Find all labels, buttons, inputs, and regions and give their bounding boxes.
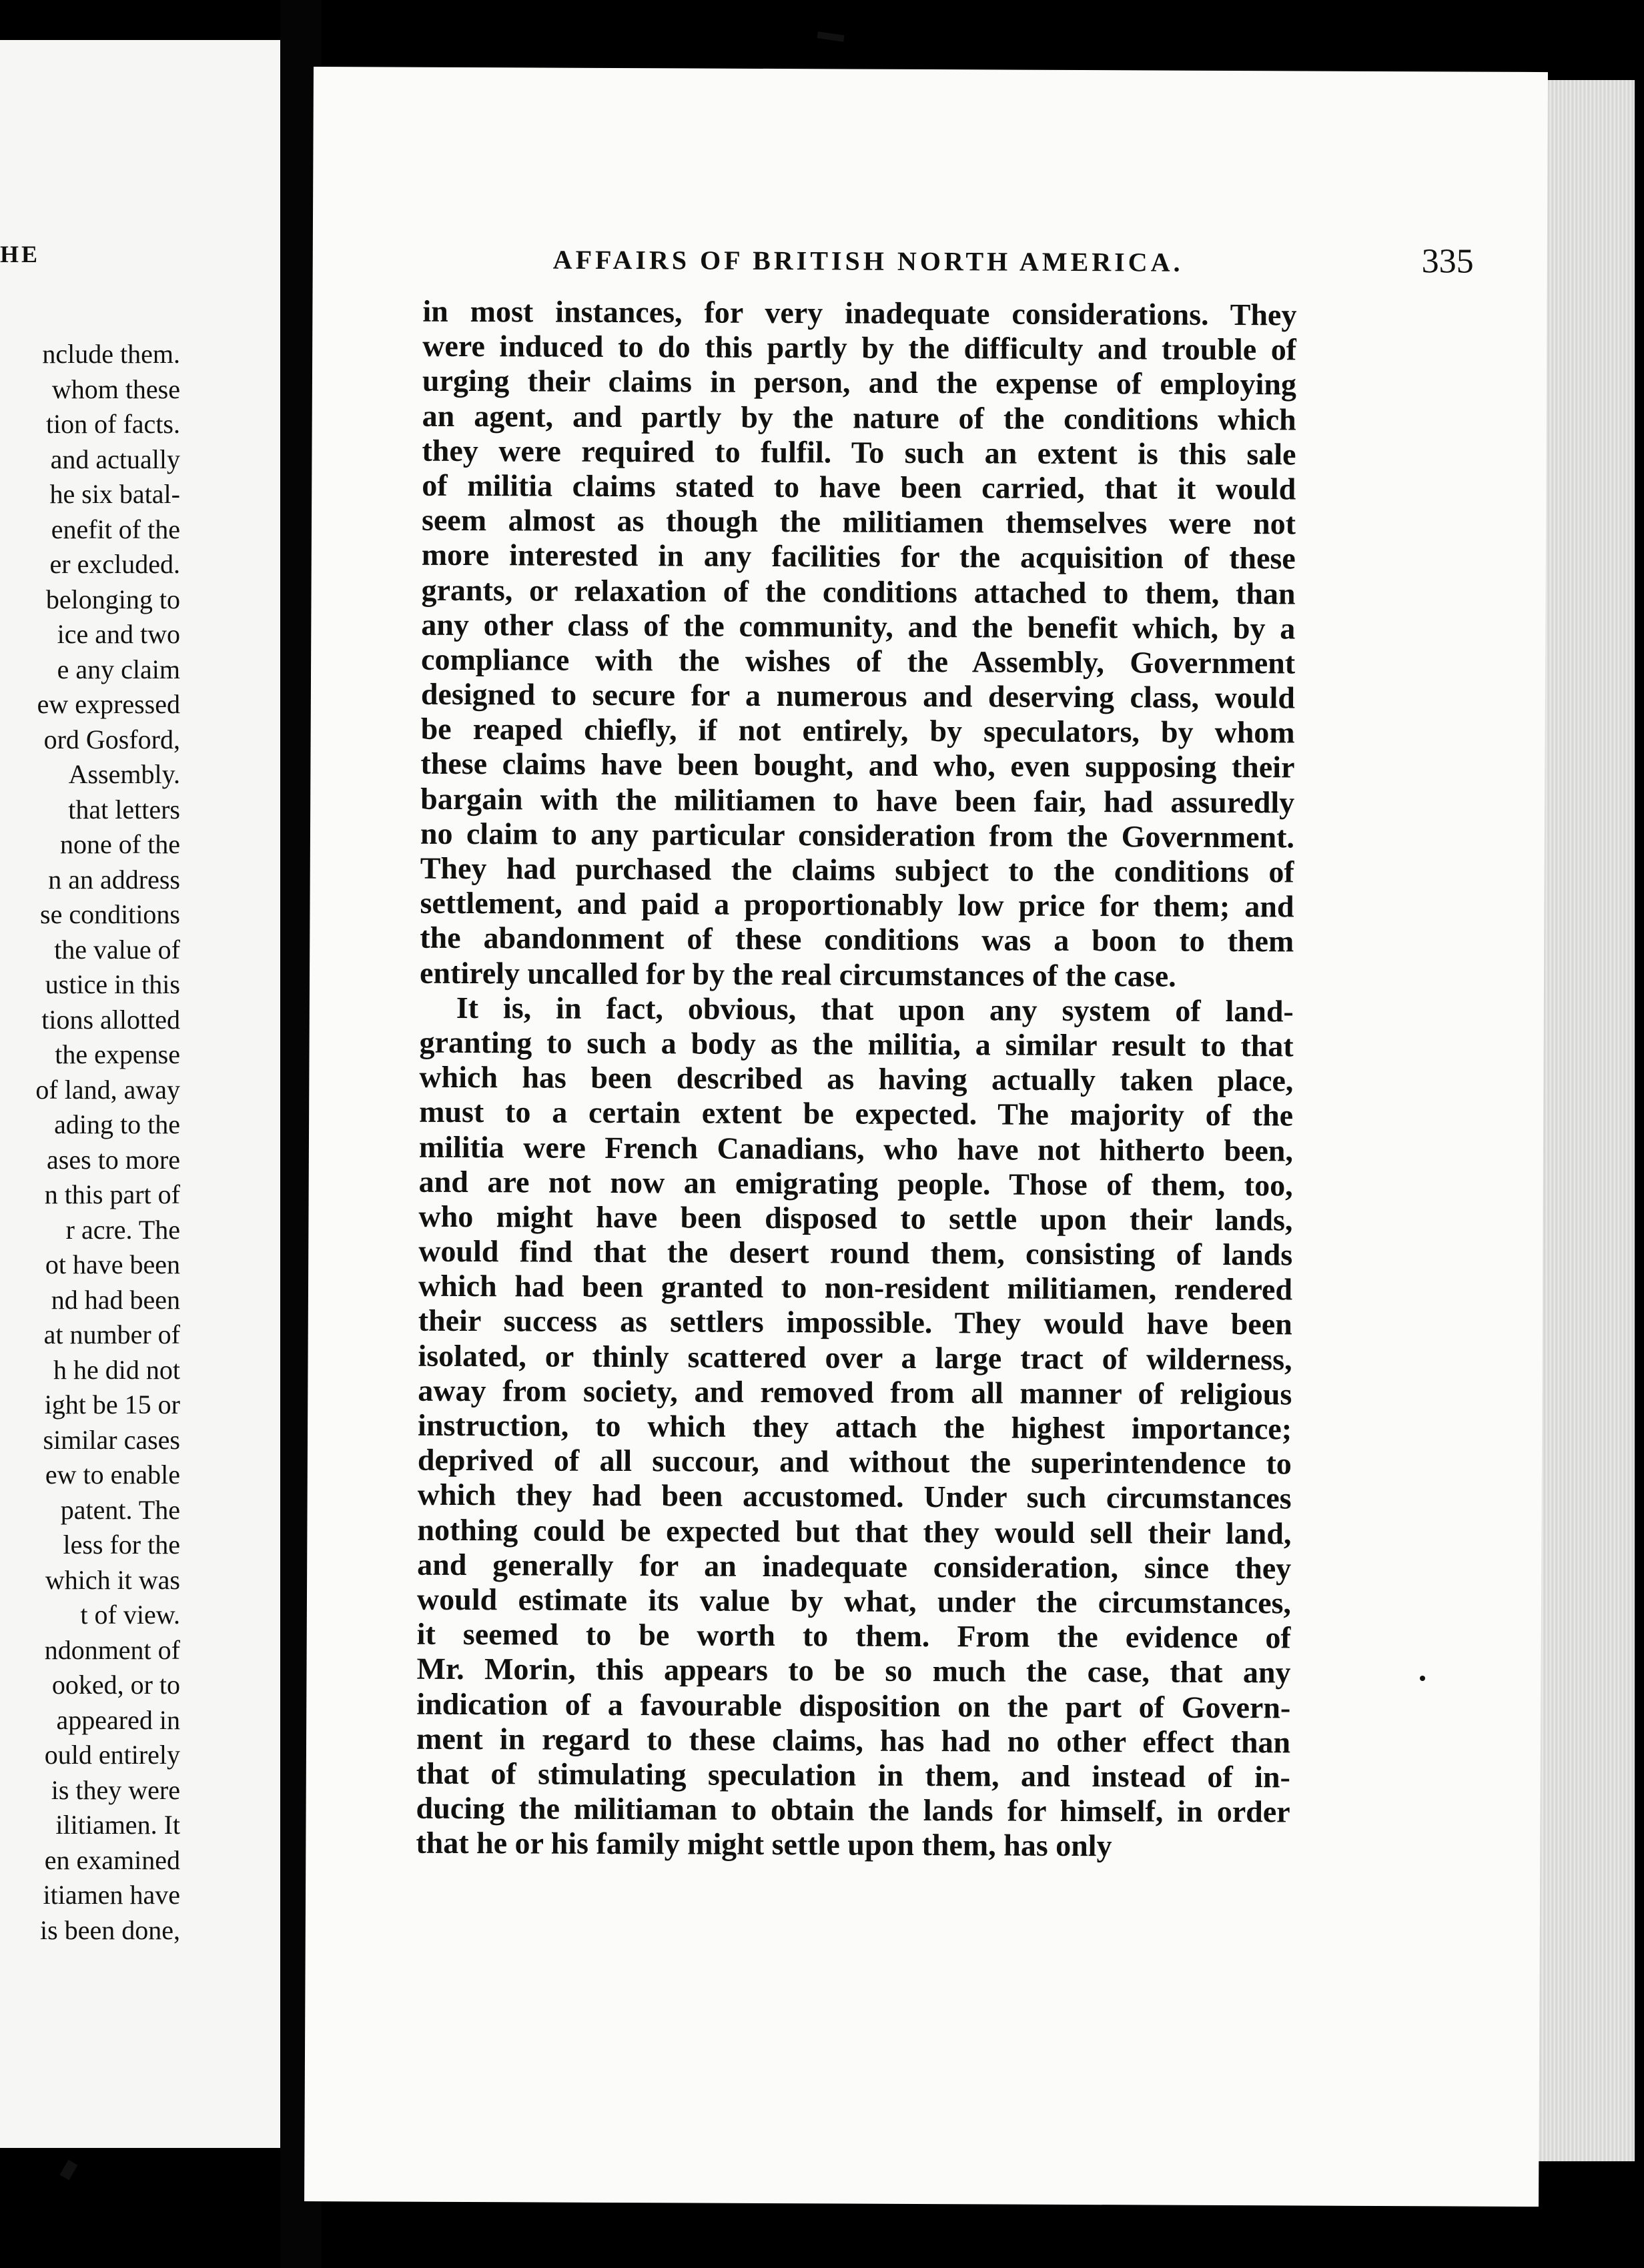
left-page-line: ases to more bbox=[47, 1144, 180, 1175]
text-line: which had been granted to non-resident militiamen, rendered bbox=[418, 1268, 1293, 1307]
scan-speck bbox=[1420, 1676, 1425, 1681]
text-line: compliance with the wishes of the Assembly, Government bbox=[421, 642, 1296, 680]
left-page-line: ot have been bbox=[45, 1249, 180, 1279]
text-line: nothing could be expected but that they would sell their land, bbox=[417, 1512, 1292, 1550]
text-line: grants, or relaxation of the conditions attached to them, than bbox=[421, 572, 1296, 610]
left-page-line: ould entirely bbox=[44, 1740, 180, 1770]
left-page-line: belonging to bbox=[45, 584, 180, 614]
left-page-line: whom these bbox=[51, 374, 180, 404]
left-page-line: he six batal- bbox=[49, 479, 180, 509]
left-page-line: Assembly. bbox=[68, 759, 180, 789]
left-page-line: itiamen have bbox=[43, 1880, 180, 1910]
text-line: would estimate its value by what, under the circumstances, bbox=[416, 1582, 1292, 1620]
left-page-line: enefit of the bbox=[51, 514, 180, 544]
left-page-line: ew expressed bbox=[37, 689, 180, 719]
left-page-line: less for the bbox=[63, 1530, 180, 1560]
previous-page-fragment bbox=[0, 40, 280, 2148]
text-line: of militia claims stated to have been carried, that it would bbox=[422, 468, 1296, 506]
left-page-line: se conditions bbox=[40, 899, 180, 929]
running-title: AFFAIRS OF BRITISH NORTH AMERICA. bbox=[552, 244, 1184, 277]
text-line: militia were French Canadians, who have not hitherto been, bbox=[418, 1129, 1294, 1167]
text-line: in most instances, for very inadequate considerations. They bbox=[422, 294, 1297, 332]
text-line: instruction, to which they attach the highest importance; bbox=[418, 1407, 1292, 1446]
scan-speck bbox=[817, 31, 844, 41]
left-page-line: tion of facts. bbox=[45, 409, 180, 439]
text-line: would find that the desert round them, consisting of lands bbox=[418, 1233, 1293, 1272]
text-line: entirely uncalled for by the real circumstances of the case. bbox=[419, 955, 1176, 993]
left-page-line: h he did not bbox=[53, 1354, 180, 1385]
text-line: an agent, and partly by the nature of the conditions which bbox=[422, 398, 1296, 436]
text-line: that he or his family might settle upon them, has only bbox=[416, 1825, 1112, 1863]
left-page-line: nclude them. bbox=[42, 339, 180, 369]
left-page-line: ew to enable bbox=[45, 1460, 180, 1490]
left-page-line: n an address bbox=[48, 864, 180, 895]
text-line: which they had been accustomed. Under such circumstances bbox=[417, 1478, 1292, 1516]
text-line: must to a certain extent be expected. The majority of the bbox=[419, 1095, 1294, 1133]
text-line: isolated, or thinly scattered over a large tract of wilderness, bbox=[418, 1338, 1292, 1377]
left-page-line: at number of bbox=[43, 1319, 180, 1349]
left-page-line: is they were bbox=[51, 1774, 180, 1805]
left-page-line: similar cases bbox=[43, 1424, 180, 1455]
text-line: designed to secure for a numerous and deserving class, would bbox=[420, 676, 1295, 715]
left-page-line: en examined bbox=[44, 1844, 180, 1875]
left-page-line: ice and two bbox=[57, 619, 180, 649]
left-running-head: HE bbox=[0, 241, 41, 267]
text-line: no claim to any particular consideration from the Government. bbox=[420, 816, 1295, 855]
left-page-line: appeared in bbox=[56, 1704, 180, 1735]
current-page bbox=[304, 67, 1548, 2207]
left-page-text bbox=[0, 337, 180, 1948]
text-line: ment in regard to these claims, has had no other effect than bbox=[416, 1721, 1291, 1760]
left-page-line: ord Gosford, bbox=[43, 724, 180, 754]
text-line: seem almost as though the militiamen themselves were not bbox=[421, 502, 1296, 541]
left-page-line: ustice in this bbox=[45, 969, 180, 999]
text-line: who might have been disposed to settle upon their lands, bbox=[418, 1199, 1293, 1237]
left-page-line: and actually bbox=[50, 444, 180, 474]
left-page-line: n this part of bbox=[44, 1179, 180, 1209]
text-line: deprived of all succour, and without the superintendence to bbox=[417, 1442, 1292, 1481]
page-edges bbox=[1535, 80, 1635, 2161]
left-page-line: nd had been bbox=[51, 1284, 180, 1315]
page-body-text bbox=[416, 294, 1296, 1864]
text-line: It is, in fact, obvious, that upon any system of land- bbox=[456, 990, 1294, 1029]
left-page-line: ndonment of bbox=[44, 1634, 180, 1665]
left-page-line: t of view. bbox=[80, 1600, 180, 1630]
text-line: that of stimulating speculation in them, and instead of in- bbox=[416, 1756, 1290, 1794]
left-page-line: ooked, or to bbox=[51, 1670, 180, 1700]
text-line: their success as settlers impossible. They would have been bbox=[418, 1303, 1292, 1341]
left-page-line: is been done, bbox=[40, 1914, 180, 1945]
left-page-line: which it was bbox=[45, 1564, 180, 1595]
text-line: any other class of the community, and the benefit which, by a bbox=[421, 607, 1296, 646]
text-line: more interested in any facilities for the acquisition of these bbox=[421, 538, 1296, 576]
page-number: 335 bbox=[1421, 242, 1474, 281]
text-line: granting to such a body as the militia, a similar result to that bbox=[419, 1025, 1294, 1063]
left-page-line: the expense bbox=[55, 1039, 180, 1069]
text-line: urging their claims in person, and the expense of employing bbox=[422, 364, 1297, 402]
left-page-line: r acre. The bbox=[65, 1214, 180, 1245]
text-line: these claims have been bought, and who, even supposing their bbox=[420, 746, 1295, 784]
text-line: ducing the militiaman to obtain the lands for himself, in order bbox=[416, 1790, 1290, 1829]
left-page-line: of land, away bbox=[35, 1074, 180, 1105]
text-line: bargain with the militiamen to have been fair, had assuredly bbox=[420, 781, 1295, 820]
text-line: it seemed to be worth to them. From the evidence of bbox=[416, 1616, 1291, 1655]
left-page-line: tions allotted bbox=[41, 1004, 180, 1035]
left-page-line: none of the bbox=[60, 829, 180, 859]
left-page-line: e any claim bbox=[57, 654, 180, 684]
text-line: and are not now an emigrating people. Those of them, too, bbox=[418, 1164, 1293, 1203]
scan-speck bbox=[60, 2160, 78, 2181]
text-line: which has been described as having actually taken place, bbox=[419, 1059, 1294, 1098]
text-line: be reaped chiefly, if not entirely, by speculators, by whom bbox=[420, 711, 1295, 750]
text-line: and generally for an inadequate consideration, since they bbox=[417, 1547, 1292, 1586]
text-line: were induced to do this partly by the difficulty and trouble of bbox=[422, 328, 1297, 367]
text-line: away from society, and removed from all manner of religious bbox=[418, 1373, 1292, 1411]
text-line: indication of a favourable disposition on the part of Govern- bbox=[416, 1686, 1291, 1724]
text-line: the abandonment of these conditions was a boon to them bbox=[420, 921, 1294, 959]
left-page-line: ilitiamen. It bbox=[55, 1810, 180, 1840]
left-page-line: er excluded. bbox=[49, 549, 180, 579]
text-line: They had purchased the claims subject to the conditions of bbox=[420, 851, 1294, 889]
running-head bbox=[553, 238, 1474, 281]
left-page-line: the value of bbox=[54, 934, 180, 965]
left-page-line: patent. The bbox=[60, 1494, 180, 1525]
left-page-line: ading to the bbox=[54, 1109, 180, 1139]
left-page-line: that letters bbox=[68, 794, 180, 824]
text-line: settlement, and paid a proportionably low price for them; and bbox=[420, 885, 1294, 924]
text-line: Mr. Morin, this appears to be so much the case, that any bbox=[416, 1652, 1291, 1690]
left-page-line: ight be 15 or bbox=[44, 1389, 180, 1420]
text-line: they were required to fulfil. To such an extent is this sale bbox=[422, 433, 1296, 472]
